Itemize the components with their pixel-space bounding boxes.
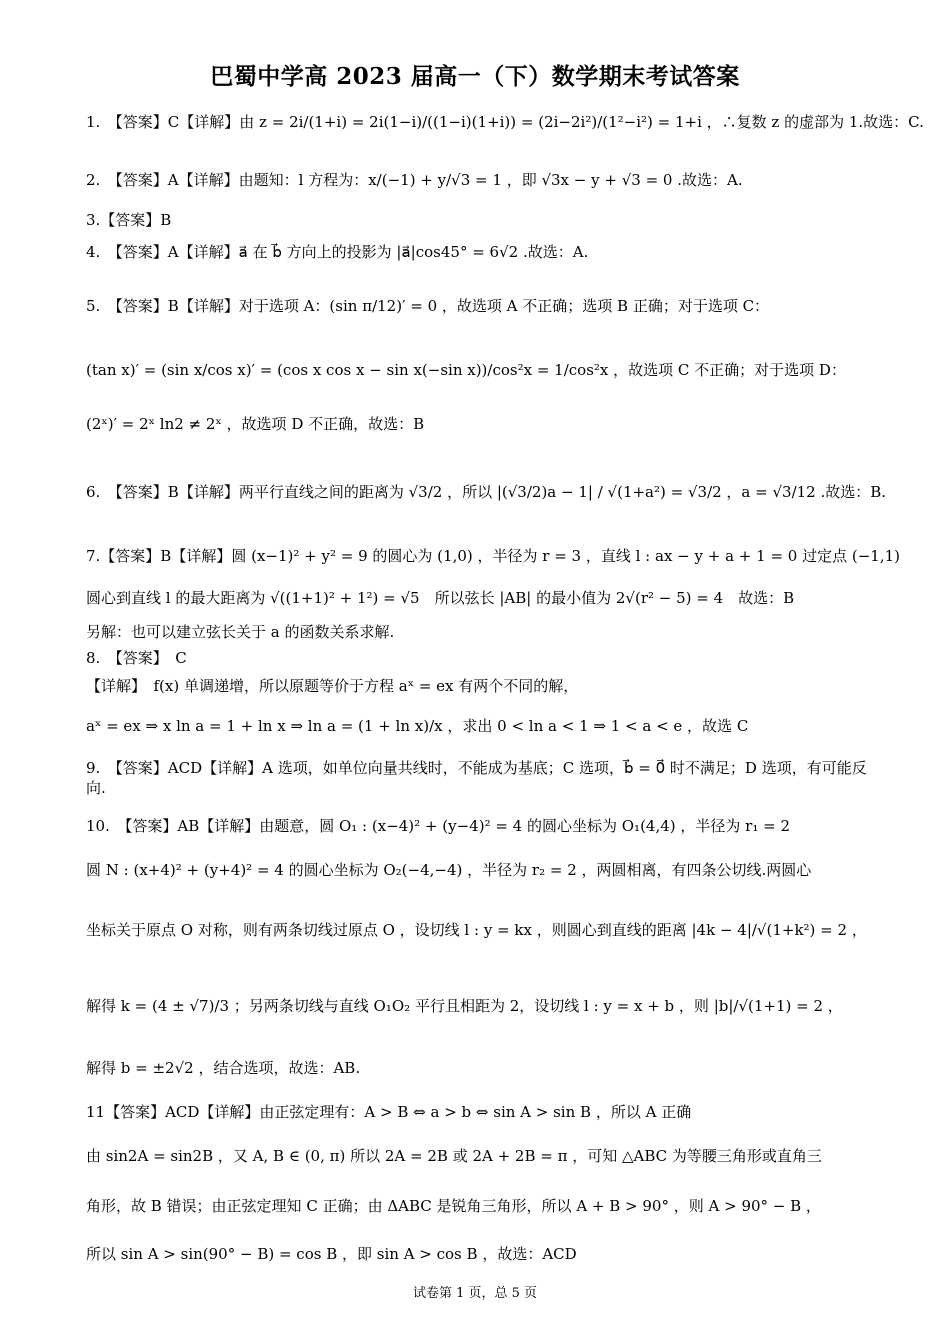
answer-q11-line4: 所以 sin A > sin(90° − B) = cos B ，即 sin A > cos B ，故选：ACD (86, 1245, 577, 1263)
page-title: 巴蜀中学高 2023 届高一（下）数学期末考试答案 (210, 63, 740, 90)
answer-q8-line2: 【详解】 f(x) 单调递增，所以原题等价于方程 aˣ = ex 有两个不同的解， (86, 677, 579, 695)
answer-q11-line2: 由 sin2A = sin2B ，又 A, B ∈ (0, π) 所以 2A = 2B 或 2A + 2B = π ，可知 △ABC 为等腰三角形或直角三 (86, 1147, 822, 1165)
answer-q7-line2: 圆心到直线 l 的最大距离为 √((1+1)² + 1²) = √5 所以弦长 |AB| 的最小值为 2√(r² − 5) = 4 故选：B (86, 589, 795, 607)
answer-q7-line1: 7.【答案】B【详解】圆 (x−1)² + y² = 9 的圆心为 (1,0) ，半径为 r = 3 ，直线 l : ax − y + a + 1 = 0 过定点 (−1,1) (86, 547, 900, 565)
answer-q6: 6. 【答案】B【详解】两平行直线之间的距离为 √3/2 ，所以 |(√3/2)a − 1| / √(1+a²) = √3/2 ，a = √3/12 .故选：B. (86, 483, 887, 501)
answer-q5-line2: (tan x)′ = (sin x/cos x)′ = (cos x cos x − sin x(−sin x))/cos²x = 1/cos²x ，故选项 C 不正确；对于选项 D： (86, 361, 846, 379)
page-footer: 试卷第 1 页，总 5 页 (412, 1286, 538, 1301)
answer-q8-line1: 8. 【答案】 C (86, 649, 187, 667)
answer-q10-line3: 坐标关于原点 O 对称，则有两条切线过原点 O ，设切线 l : y = kx ，则圆心到直线的距离 |4k − 4|/√(1+k²) = 2 ， (86, 921, 867, 939)
answer-q8-line3: aˣ = ex ⇒ x ln a = 1 + ln x ⇒ ln a = (1 + ln x)/x ，求出 0 < ln a < 1 ⇒ 1 < a < e ，故选 C (86, 717, 749, 735)
answer-q4: 4. 【答案】A【详解】a⃗ 在 b⃗ 方向上的投影为 |a⃗|cos45° = 6√2 .故选：A. (86, 243, 589, 261)
answer-q3: 3.【答案】B (86, 211, 172, 229)
answer-q11-line1: 11【答案】ACD【详解】由正弦定理有：A > B ⇔ a > b ⇔ sin A > sin B ，所以 A 正确 (86, 1103, 692, 1121)
answer-q10-line2: 圆 N : (x+4)² + (y+4)² = 4 的圆心坐标为 O₂(−4,−4) ，半径为 r₂ = 2 ，两圆相离，有四条公切线.两圆心 (86, 861, 812, 879)
answer-q5-line1: 5. 【答案】B【详解】对于选项 A：(sin π/12)′ = 0 ，故选项 A 不正确；选项 B 正确；对于选项 C： (86, 297, 770, 315)
answer-q2: 2. 【答案】A【详解】由题知：l 方程为：x/(−1) + y/√3 = 1 ，即 √3x − y + √3 = 0 .故选：A. (86, 171, 743, 189)
answer-q10-line5: 解得 b = ±2√2 ，结合选项，故选：AB. (86, 1059, 361, 1077)
answer-q10-line1: 10. 【答案】AB【详解】由题意，圆 O₁ : (x−4)² + (y−4)² = 4 的圆心坐标为 O₁(4,4) ，半径为 r₁ = 2 (86, 817, 790, 835)
answer-q10-line4: 解得 k = (4 ± √7)/3 ；另两条切线与直线 O₁O₂ 平行且相距为 2，设切线 l : y = x + b ，则 |b|/√(1+1) = 2 ， (86, 997, 843, 1015)
answer-q9: 9. 【答案】ACD【详解】A 选项，如单位向量共线时，不能成为基底；C 选项，b⃗ = 0⃗ 时不满足；D 选项，有可能反向. (86, 759, 867, 797)
answer-q5-line3: (2ˣ)′ = 2ˣ ln2 ≠ 2ˣ ，故选项 D 不正确，故选：B (86, 415, 425, 433)
answer-q1: 1. 【答案】C【详解】由 z = 2i/(1+i) = 2i(1−i)/((1−i)(1+i)) = (2i−2i²)/(1²−i²) = 1+i ，∴复数 z 的虚部为 1.故选：C. (86, 113, 924, 131)
answer-q11-line3: 角形，故 B 错误；由正弦定理知 C 正确；由 ΔABC 是锐角三角形，所以 A + B > 90° ，则 A > 90° − B ， (86, 1197, 821, 1215)
answer-q7-line3: 另解：也可以建立弦长关于 a 的函数关系求解. (86, 623, 395, 641)
